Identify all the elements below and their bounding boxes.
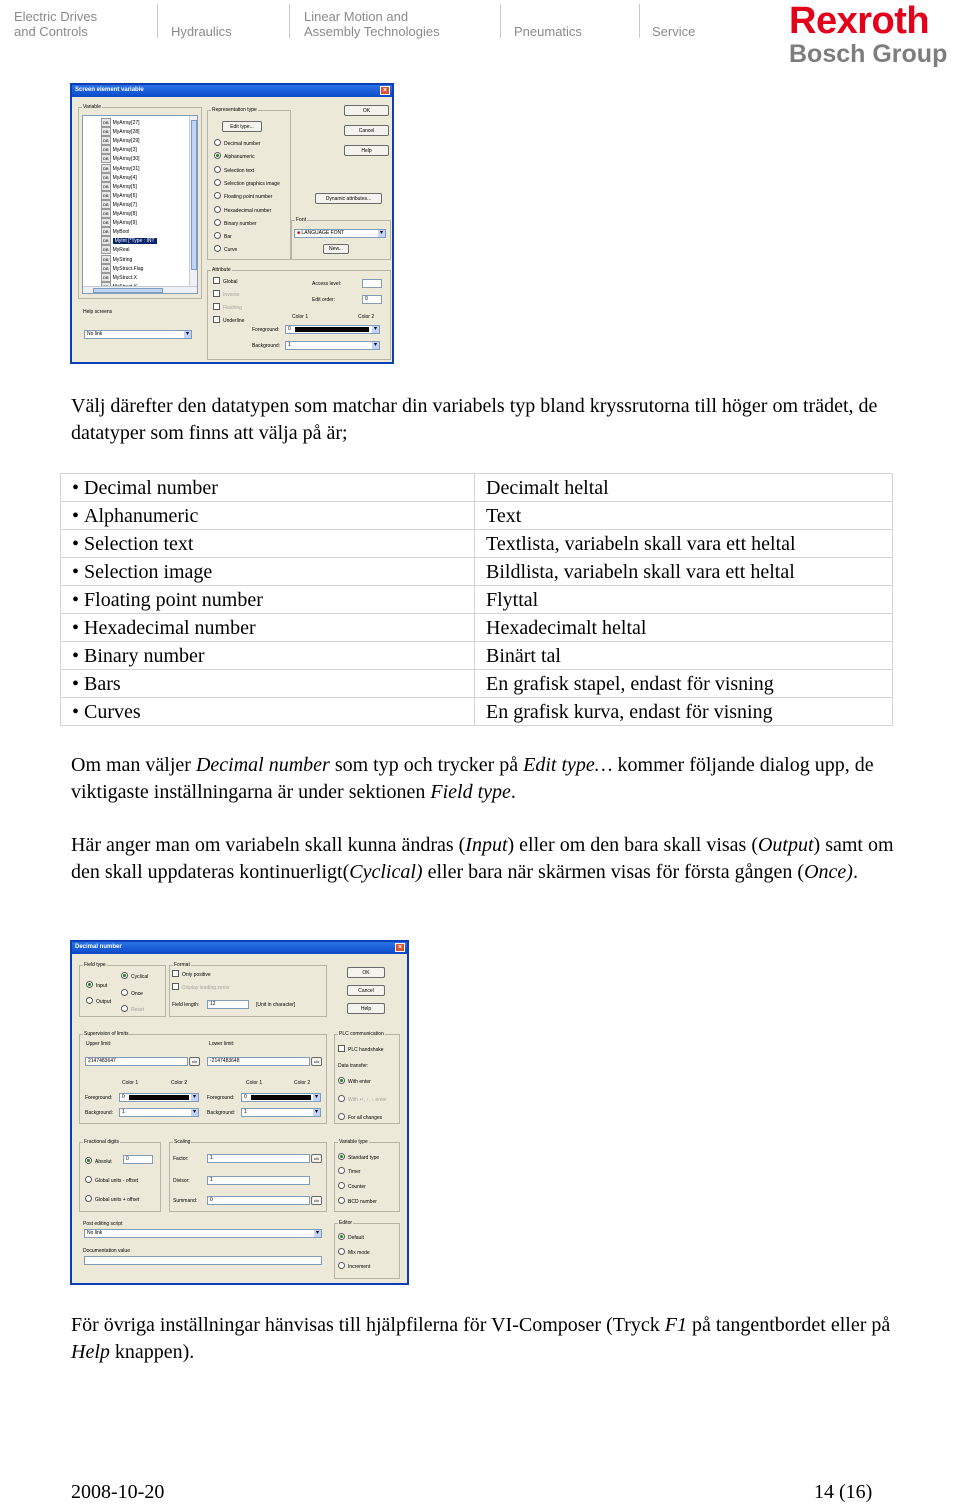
cyclical-radio[interactable]: Cyclical [121, 972, 148, 981]
representation-type-label: Representation type [212, 107, 257, 113]
close-icon[interactable]: × [380, 86, 390, 95]
datatype-swedish: En grafisk stapel, endast för visning [475, 670, 893, 698]
variable-type-label: Variable type [339, 1139, 368, 1145]
db-icon: DB [103, 229, 109, 235]
new-font-button[interactable]: New... [323, 244, 349, 254]
db-icon: DB [103, 147, 109, 153]
table-row [61, 558, 893, 586]
increment-radio[interactable]: Increment [338, 1262, 370, 1271]
ok-button[interactable]: OK [347, 967, 385, 978]
table-row [61, 586, 893, 614]
bosch-group-logo: Bosch Group [789, 40, 948, 68]
foreground-select[interactable]: 0 ▾ [285, 325, 380, 334]
tree-item[interactable]: DB MyArray[28] [103, 129, 140, 136]
lower-color2-label: Color 2 [294, 1080, 311, 1086]
font-group [291, 220, 391, 260]
scaling-label: Scaling [174, 1139, 191, 1145]
tree-item[interactable]: DB MyReal [103, 247, 130, 254]
datatype-swedish: Bildlista, variabeln skall vara ett heltal [475, 558, 893, 586]
divisor-label: Divisor: [173, 1178, 190, 1184]
decimal-number-dialog [70, 940, 409, 1285]
lower-color1-label: Color 1 [246, 1080, 263, 1086]
lower-limit-input[interactable]: -2147483648 [207, 1057, 310, 1066]
table-row [61, 642, 893, 670]
footer-page-number: 14 (16) [814, 1481, 873, 1503]
db-icon: DB [103, 120, 109, 125]
datatype-swedish: Textlista, variabeln skall vara ett heltal [475, 530, 893, 558]
standard-type-radio[interactable]: Standard type [338, 1153, 379, 1162]
tree-item[interactable]: DB MyArray[5] [103, 183, 137, 190]
rexroth-logo: Rexroth [789, 0, 930, 42]
datatype-english: • Selection text [61, 530, 475, 558]
paragraph-further-settings: För övriga inställningar hänvisas till hjälpfilerna för VI-Composer (Tryck F1 på tangentbordet eller på Help knappen). [71, 1314, 891, 1363]
summand-input[interactable]: 0 [207, 1196, 310, 1205]
bcd-number-radio[interactable]: BCD number [338, 1197, 377, 1206]
upper-limit-label: Upper limit: [86, 1041, 112, 1047]
tree-item[interactable]: DB MyInt [*Type : INT [103, 238, 155, 245]
rep-type-radio[interactable]: Binary number [214, 219, 257, 228]
editor-label: Editor [339, 1220, 353, 1226]
rep-type-radio[interactable]: Floating point number [214, 192, 272, 201]
attribute-underline-checkbox[interactable]: Underline [213, 316, 244, 325]
field-length-label: Field length: [172, 1002, 200, 1008]
upper-limit-input[interactable]: 2147483647 [85, 1057, 188, 1066]
lower-background-label: Background: [207, 1110, 236, 1116]
once-radio[interactable]: Once [121, 989, 143, 998]
tree-item[interactable]: DB MyArray[9] [103, 220, 137, 227]
rep-type-radio[interactable]: Curve [214, 245, 237, 254]
help-button[interactable]: Help [347, 1003, 385, 1014]
tree-item[interactable]: DB MyArray[29] [103, 138, 140, 145]
field-type-label: Field type [84, 962, 106, 968]
attribute-flashing-checkbox[interactable]: Flashing [213, 303, 242, 312]
upper-foreground-label: Foreground: [85, 1095, 113, 1101]
paragraph-decimal-number: Om man väljer Decimal number som typ och trycker på Edit type… kommer följande dialog upp, de viktigaste inställningarna är under sektionen Field type. [71, 754, 874, 803]
tree-item[interactable]: DB MyArray[27] [103, 120, 140, 126]
edit-order-input[interactable]: 0 [362, 295, 382, 304]
supervision-of-limits-label: Supervision of limits [84, 1031, 129, 1037]
footer-date: 2008-10-20 [71, 1481, 165, 1503]
post-editing-script-label: Post editing script [83, 1221, 123, 1227]
cancel-button[interactable]: Cancel [344, 125, 389, 136]
summand-cv-button[interactable]: c/v [311, 1196, 322, 1205]
lower-background-select[interactable]: 1 ▾ [241, 1108, 321, 1117]
dialog-title-bar: Screen element variable [72, 85, 392, 97]
rep-type-radio[interactable]: Selection graphics image [214, 179, 280, 188]
nav-pneumatics: Pneumatics [514, 24, 582, 39]
rep-type-radio[interactable]: Bar [214, 232, 232, 241]
rep-type-radio[interactable]: Hexadecimal number [214, 206, 271, 215]
lower-foreground-select[interactable]: 0 ▾ [241, 1093, 321, 1102]
db-icon: DB [103, 183, 109, 189]
with-enter-cursor-radio[interactable]: With ↵, ↑, ↓ enter [338, 1095, 387, 1104]
font-group-label: Font [296, 217, 307, 223]
attribute-inverse-checkbox[interactable]: Inverse [213, 290, 239, 299]
nav-service: Service [652, 24, 696, 39]
upper-background-label: Background: [85, 1110, 114, 1116]
absolut-radio[interactable]: Absolut [85, 1157, 112, 1166]
attribute-global-checkbox[interactable]: Global [213, 277, 237, 286]
datatype-english: • Decimal number [61, 474, 475, 502]
font-select[interactable]: ■ LANGUAGE FONT ▾ [294, 229, 386, 238]
plc-handshake-checkbox[interactable]: PLC handshake [338, 1045, 384, 1054]
datatype-table [60, 473, 893, 726]
tree-item[interactable]: DB MyArray[31] [103, 165, 140, 172]
nav-electric-drives: Electric Drives and Controls [14, 9, 98, 39]
leading-zeros-checkbox[interactable]: Display leading zeros [172, 983, 230, 992]
db-icon: DB [103, 156, 109, 162]
tree-item[interactable]: DB MyArray[6] [103, 192, 137, 199]
upper-foreground-select[interactable]: 0 ▾ [119, 1093, 199, 1102]
tree-item[interactable]: DB MyArray[7] [103, 201, 137, 208]
cancel-button[interactable]: Cancel [347, 985, 385, 996]
color2-label: Color 2 [358, 314, 375, 320]
global-units-plus-offset-radio[interactable]: Global units + offset [85, 1195, 139, 1204]
tree-item[interactable]: DB MyArray[4] [103, 174, 137, 181]
datatype-english: • Binary number [61, 642, 475, 670]
upper-background-select[interactable]: 1 ▾ [119, 1108, 199, 1117]
field-length-input[interactable]: 12 [207, 1000, 249, 1009]
summand-label: Summand: [173, 1198, 198, 1204]
unit-in-character-label: [Unit in character] [256, 1002, 296, 1008]
data-transfer-label: Data transfer: [338, 1063, 369, 1069]
ok-button[interactable]: OK [344, 105, 389, 116]
factor-cv-button[interactable]: c/v [311, 1154, 322, 1163]
attribute-group-label: Attribute [212, 267, 231, 273]
datatype-english: • Bars [61, 670, 475, 698]
variable-tree[interactable] [82, 115, 198, 294]
reset-radio[interactable]: Reset [121, 1005, 144, 1014]
background-label: Background: [252, 343, 281, 349]
edit-type-button[interactable]: Edit type... [222, 121, 262, 132]
documentation-value-label: Documentation value [83, 1248, 130, 1254]
default-radio[interactable]: Default [338, 1233, 364, 1242]
for-all-changes-radio[interactable]: For all changes [338, 1113, 382, 1122]
lower-limit-label: Lower limit: [209, 1041, 235, 1047]
tree-horizontal-scrollbar[interactable] [83, 286, 198, 294]
access-level-input[interactable] [362, 279, 382, 288]
datatype-swedish: Flyttal [475, 586, 893, 614]
dialog-title-bar: Decimal number [72, 942, 407, 954]
input-radio[interactable]: Input [86, 981, 107, 990]
factor-input[interactable]: 1 [207, 1154, 310, 1163]
dynamic-attributes-button[interactable]: Dynamic attributes... [315, 193, 382, 204]
factor-label: Factor: [173, 1156, 189, 1162]
absolut-input[interactable]: 0 [123, 1155, 153, 1164]
db-icon: DB [103, 274, 109, 280]
documentation-value-input[interactable] [84, 1256, 322, 1265]
tree-vertical-scrollbar[interactable] [189, 116, 198, 286]
db-icon: DB [103, 174, 109, 180]
db-icon: DB [103, 129, 109, 135]
datatype-swedish: Binärt tal [475, 642, 893, 670]
db-icon: DB [103, 265, 109, 271]
paragraph-intro: Välj därefter den datatypen som matchar din variabels typ bland kryssrutorna till höger om trädet, de datatyper som finns att välja på är; [71, 395, 878, 444]
background-select[interactable]: 1 ▾ [285, 341, 380, 350]
tree-item[interactable]: DB MyStruct.Flag [103, 265, 144, 272]
tree-item[interactable]: DB MyString [103, 256, 133, 263]
db-icon: DB [103, 192, 109, 198]
timer-radio[interactable]: Timer [338, 1167, 361, 1176]
tree-item[interactable]: DB MyBool [103, 229, 130, 236]
only-positive-checkbox[interactable]: Only positive [172, 970, 211, 979]
post-editing-script-select[interactable]: No link ▾ [84, 1229, 322, 1238]
db-icon: DB [103, 256, 109, 262]
table-row [61, 502, 893, 530]
datatype-swedish: Text [475, 502, 893, 530]
rep-type-radio[interactable]: Decimal number [214, 139, 260, 148]
upper-limit-cv-button[interactable]: c/v [189, 1057, 200, 1066]
table-row [61, 530, 893, 558]
font-icon: ■ [297, 230, 301, 236]
tree-item[interactable]: DB MyArray[3] [103, 147, 137, 154]
db-icon: DB [103, 211, 109, 216]
db-icon: DB [103, 247, 109, 253]
table-row [61, 474, 893, 502]
db-icon: DB [103, 138, 109, 144]
format-label: Format [174, 962, 190, 968]
lower-foreground-label: Foreground: [207, 1095, 235, 1101]
close-icon[interactable]: × [395, 943, 405, 952]
lower-limit-cv-button[interactable]: c/v [311, 1057, 322, 1066]
db-icon: DB [103, 201, 109, 207]
datatype-swedish: Hexadecimalt heltal [475, 614, 893, 642]
table-row [61, 614, 893, 642]
with-enter-radio[interactable]: With enter [338, 1077, 371, 1086]
tree-item[interactable]: DB MyStruct.X [103, 274, 138, 281]
output-radio[interactable]: Output [86, 997, 111, 1006]
table-row [61, 698, 893, 726]
datatype-english: • Curves [61, 698, 475, 726]
datatype-swedish: Decimalt heltal [475, 474, 893, 502]
upper-color2-label: Color 2 [171, 1080, 188, 1086]
mix-mode-radio[interactable]: Mix mode [338, 1248, 370, 1257]
nav-linear-motion: Linear Motion and Assembly Technologies [304, 9, 440, 39]
help-screens-label: Help screens [83, 309, 113, 315]
table-row [61, 670, 893, 698]
db-icon: DB [103, 220, 109, 226]
tree-item[interactable]: DB MyArray[8] [103, 211, 137, 217]
global-units-minus-offset-radio[interactable]: Global units - offset [85, 1176, 138, 1185]
variable-group-label: Variable [83, 104, 101, 110]
upper-color1-label: Color 1 [122, 1080, 139, 1086]
datatype-english: • Alphanumeric [61, 502, 475, 530]
db-icon: DB [103, 165, 109, 171]
paragraph-input-output: Här anger man om variabeln skall kunna ändras (Input) eller om den bara skall visas (Output) samt om den skall uppdateras kontinuerligt(Cyclical) eller bara när skärmen visas för första gången (Once). [71, 834, 894, 883]
divisor-input[interactable]: 1 [207, 1176, 310, 1185]
datatype-english: • Floating point number [61, 586, 475, 614]
datatype-english: • Selection image [61, 558, 475, 586]
counter-radio[interactable]: Counter [338, 1182, 366, 1191]
page-header [0, 0, 960, 70]
screen-element-variable-dialog [70, 83, 394, 364]
help-screens-select[interactable]: No link ▾ [84, 330, 192, 339]
rep-type-radio[interactable]: Alphanumeric [214, 152, 255, 161]
fractional-digits-label: Fractional digits [84, 1139, 120, 1145]
color1-label: Color 1 [292, 314, 309, 320]
plc-communication-label: PLC communication [339, 1031, 384, 1037]
nav-hydraulics: Hydraulics [171, 24, 232, 39]
tree-item[interactable]: DB MyArray[30] [103, 156, 140, 163]
access-level-label: Access level: [312, 281, 342, 287]
rep-type-radio[interactable]: Selection text [214, 166, 254, 175]
db-icon: DB [103, 238, 109, 244]
datatype-english: • Hexadecimal number [61, 614, 475, 642]
help-button[interactable]: Help [344, 145, 389, 156]
foreground-label: Foreground: [252, 327, 280, 333]
edit-order-label: Edit order: [312, 297, 336, 303]
datatype-swedish: En grafisk kurva, endast för visning [475, 698, 893, 726]
